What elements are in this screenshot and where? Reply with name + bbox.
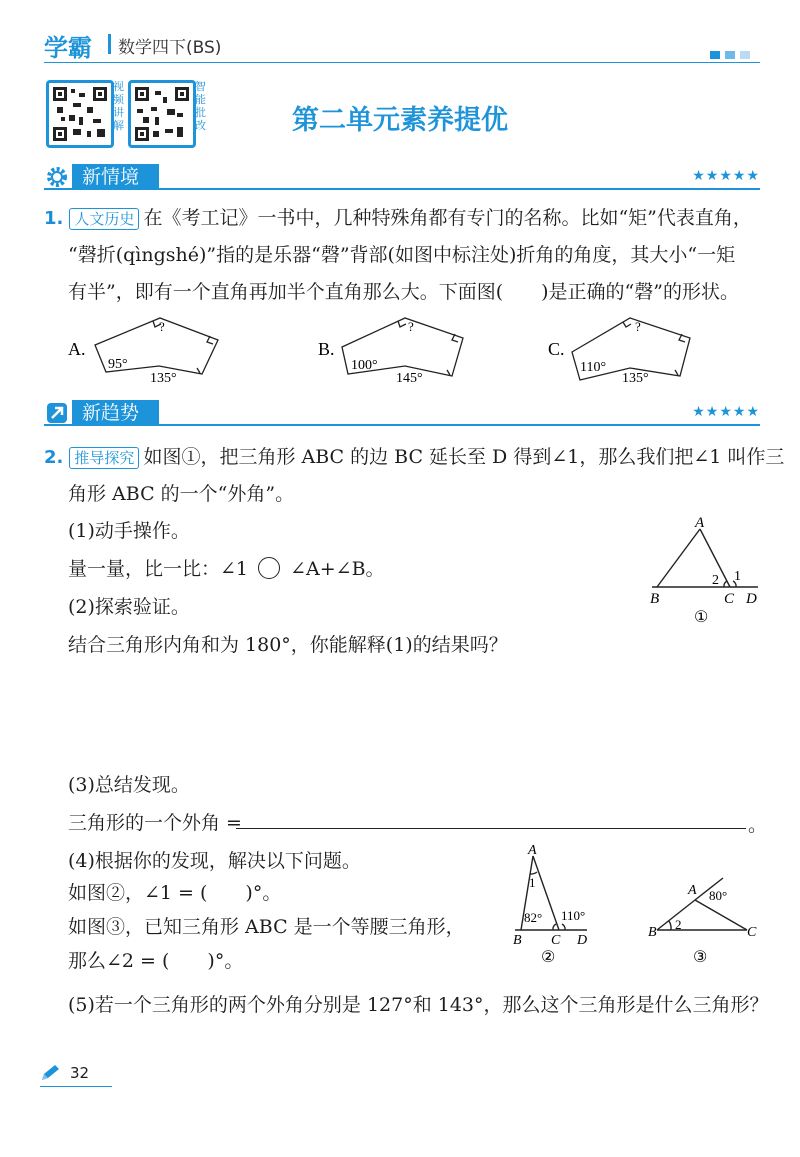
- q2-line2: 角形 ABC 的一个“外角”。: [68, 483, 295, 505]
- fig1-angle-1: 1: [734, 569, 741, 584]
- section-label: 新情境: [72, 164, 159, 190]
- fig3-label-c: C: [747, 925, 757, 940]
- q1-number: 1.: [44, 208, 64, 229]
- q2-part1-text: [68, 554, 385, 581]
- compare-text-b: ∠A+∠B。: [290, 558, 385, 580]
- fig1-label-c: C: [724, 591, 735, 607]
- q1-options-figure: [60, 312, 760, 388]
- figure-3: [645, 870, 770, 970]
- q2-part5-text: (5)若一个三角形的两个外角分别是 127°和 143°，那么这个三角形是什么三角形？: [68, 994, 769, 1016]
- section-underline: [44, 424, 760, 426]
- brand-logo: 学霸: [44, 34, 92, 62]
- q1-line1: [44, 203, 752, 230]
- q2-tag: 推导探究: [69, 447, 139, 469]
- option-c-label: C.: [548, 339, 565, 359]
- option-a-mark: ?: [159, 319, 165, 334]
- footer-rule: [40, 1086, 112, 1087]
- figure-1: [640, 515, 770, 630]
- option-b-small-angle: 100°: [351, 358, 378, 373]
- option-b-large-angle: 145°: [396, 371, 423, 386]
- option-c-large-angle: 135°: [622, 371, 649, 386]
- q2-part1-title: (1)动手操作。: [68, 520, 190, 542]
- q2-part4-title: (4)根据你的发现，解决以下问题。: [68, 850, 361, 872]
- compare-circle-answer[interactable]: [258, 557, 280, 579]
- fig1-angle-2: 2: [712, 573, 719, 588]
- header-divider: [108, 34, 111, 54]
- trend-arrow-icon: [46, 402, 68, 424]
- q1-tag: 人文历史: [69, 208, 139, 230]
- pencil-icon: [40, 1064, 62, 1082]
- q2-number: 2.: [44, 447, 64, 468]
- qr-left-label: 视频讲解: [113, 80, 124, 132]
- option-a-small-angle: 95°: [108, 357, 128, 372]
- q2-text-1: 如图①，把三角形 ABC 的边 BC 延长至 D 得到∠1，那么我们把∠1 叫作三: [143, 446, 785, 468]
- option-a-label: A.: [68, 339, 86, 359]
- q2-part3-answer-line[interactable]: [236, 828, 746, 829]
- book-title: 数学四下(BS): [118, 38, 222, 58]
- section-label: 新趋势: [72, 400, 159, 426]
- difficulty-stars: ★★★★★: [692, 404, 760, 420]
- header-marks: [710, 44, 750, 63]
- fig3-caption: ③: [693, 949, 708, 966]
- section-new-situation: [44, 164, 760, 190]
- page-title: 第二单元素养提优: [292, 105, 508, 136]
- qr-right-label: 智能批改: [195, 80, 206, 132]
- fig2-outer-angle: 110°: [561, 908, 586, 923]
- gear-icon: [46, 166, 68, 188]
- page-number: 32: [70, 1064, 90, 1082]
- q2-part4-line1: 如图②，∠1 = ( )°。: [68, 882, 282, 904]
- q1-line3: 有半”，即有一个直角再加半个直角那么大。下面图( )是正确的“磬”的形状。: [68, 281, 739, 303]
- footer: [40, 1060, 240, 1090]
- header-rule: [44, 62, 760, 63]
- compare-text-a: 量一量，比一比：∠1: [68, 558, 249, 580]
- fig3-angle-2: 2: [675, 917, 682, 932]
- fig2-label-d: D: [577, 933, 588, 948]
- fig2-label-c: C: [551, 933, 561, 948]
- q1-line2: “磬折(qìngshé)”指的是乐器“磬”背部(如图中标注处)折角的角度，其大小“一矩: [68, 244, 736, 266]
- q2-line1: [44, 442, 784, 469]
- q2-part2-title: (2)探索验证。: [68, 596, 190, 618]
- fig2-angle-1: 1: [529, 875, 536, 890]
- qr-icon: [49, 83, 111, 145]
- q2-part3-end: 。: [748, 814, 768, 836]
- qr-code-video[interactable]: [46, 80, 114, 148]
- fig2-caption: ②: [541, 949, 556, 966]
- fig3-label-b: B: [648, 925, 657, 940]
- header: [0, 0, 800, 70]
- fig3-label-a: A: [688, 883, 697, 898]
- qr-code-grading[interactable]: [128, 80, 196, 148]
- fig3-top-angle: 80°: [709, 888, 728, 903]
- q2-part3-title: (3)总结发现。: [68, 774, 190, 796]
- section-underline: [44, 188, 760, 190]
- fig1-caption: ①: [694, 609, 709, 626]
- q2-part2-text: 结合三角形内角和为 180°，你能解释(1)的结果吗？: [68, 634, 508, 656]
- q2-part2-answer-area[interactable]: [68, 665, 748, 760]
- q2-part4-line2: 如图③，已知三角形 ABC 是一个等腰三角形，: [68, 916, 465, 938]
- q1-text-1: 在《考工记》一书中，几种特殊角都有专门的名称。比如“矩”代表直角，: [143, 207, 752, 229]
- fig1-label-d: D: [746, 591, 757, 607]
- q2-part3-text: 三角形的一个外角 =: [68, 812, 242, 834]
- option-a-large-angle: 135°: [150, 371, 177, 386]
- option-b-label: B.: [318, 339, 335, 359]
- fig2-label-a: A: [528, 843, 537, 858]
- option-c-small-angle: 110°: [580, 360, 607, 375]
- fig2-inner-angle: 82°: [524, 910, 543, 925]
- q2-part4-line3: 那么∠2 = ( )°。: [68, 950, 244, 972]
- option-c-mark: ?: [635, 319, 641, 334]
- fig1-label-a: A: [695, 515, 705, 531]
- section-new-trend: [44, 400, 760, 426]
- figure-2: [505, 840, 605, 970]
- fig1-label-b: B: [650, 591, 660, 607]
- fig2-label-b: B: [513, 933, 522, 948]
- difficulty-stars: ★★★★★: [692, 168, 760, 184]
- qr-icon: [131, 83, 193, 145]
- option-b-mark: ?: [408, 319, 414, 334]
